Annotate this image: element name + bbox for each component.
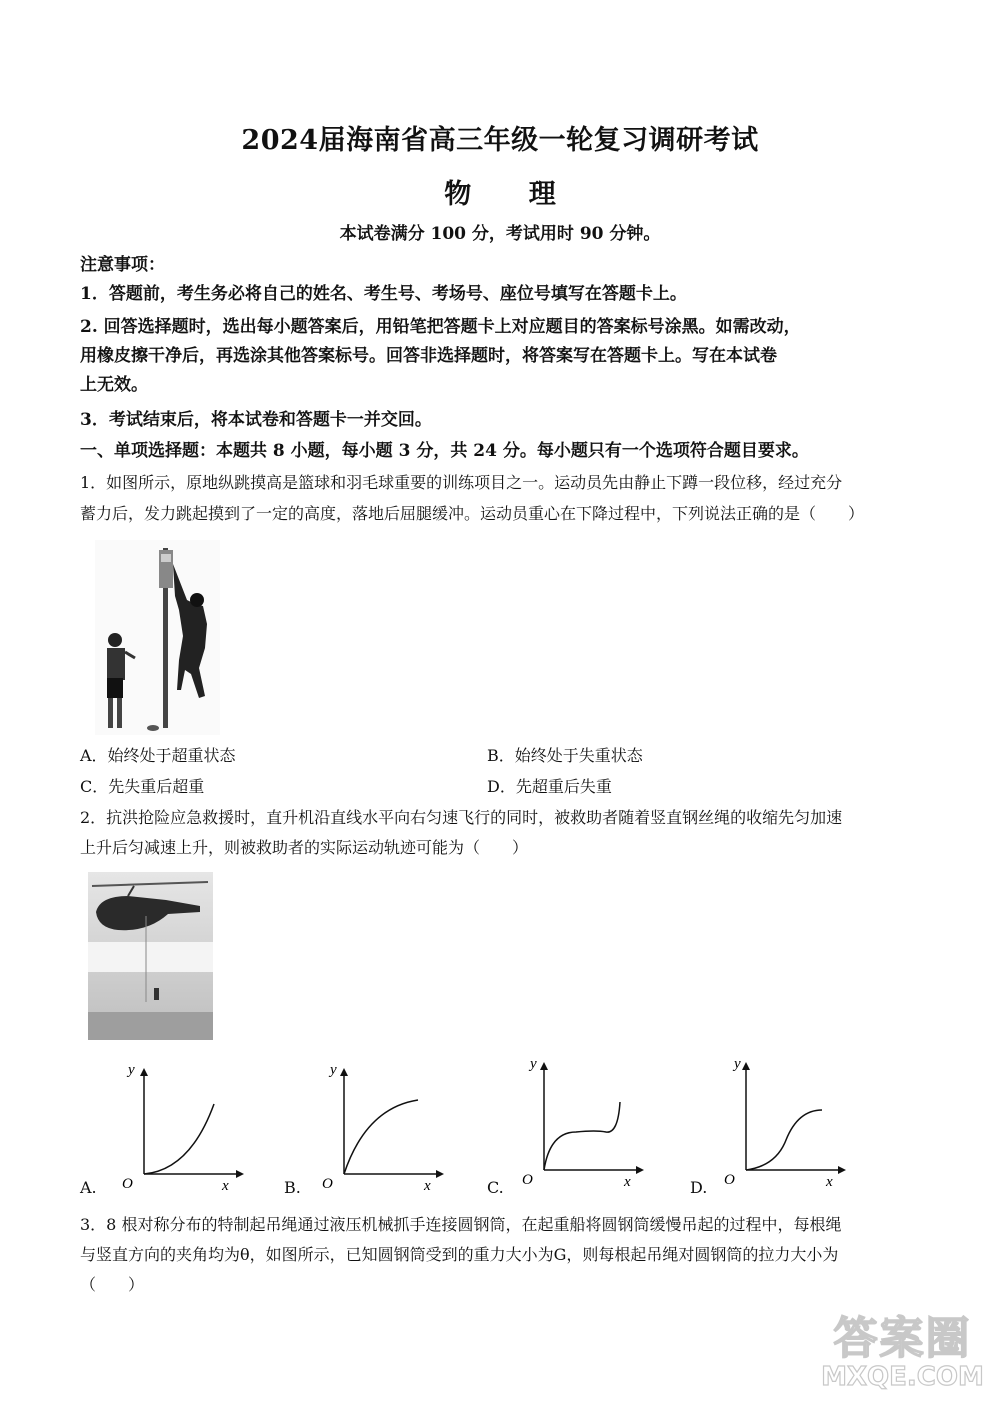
note-item-2-line-1: 2. 回答选择题时，选出每小题答案后，用铅笔把答题卡上对应题目的答案标号涂黑。如需改动， bbox=[80, 317, 801, 337]
watermark-url: MXQE.COM bbox=[821, 1362, 984, 1392]
graph-c-origin: O bbox=[522, 1172, 533, 1187]
graph-b-y-label: y bbox=[330, 1062, 337, 1078]
q1-jump-photo bbox=[95, 540, 220, 735]
section-1-heading: 一、单项选择题：本题共 8 小题，每小题 3 分，共 24 分。每小题只有一个选项符合题目要求。 bbox=[80, 441, 809, 461]
watermark-logo: 答案圈 bbox=[833, 1313, 972, 1364]
graph-b bbox=[310, 1058, 450, 1193]
graph-c-x-label: x bbox=[624, 1174, 631, 1187]
exam-info: 本试卷满分 100 分，考试用时 90 分钟。 bbox=[339, 224, 661, 244]
graph-b-x-label: x bbox=[424, 1178, 431, 1193]
q2-line-2: 上升后匀减速上升，则被救助者的实际运动轨迹可能为（ ） bbox=[80, 838, 529, 857]
q3-line-3: （ ） bbox=[80, 1275, 145, 1294]
exam-title: 2024届海南省高三年级一轮复习调研考试 bbox=[241, 125, 759, 156]
q3-line-1: 3．8 根对称分布的特制起吊绳通过液压机械抓手连接圆钢筒，在起重船将圆钢筒缓慢吊起的过程中，每根绳 bbox=[80, 1215, 842, 1234]
graph-b-label: B. bbox=[284, 1178, 301, 1197]
graph-c-curve bbox=[544, 1102, 620, 1170]
graph-c-label: C. bbox=[487, 1178, 504, 1197]
notes-heading: 注意事项： bbox=[80, 255, 165, 275]
q1-line-1: 1．如图所示，原地纵跳摸高是篮球和羽毛球重要的训练项目之一。运动员先由静止下蹲一段位移，经过充分 bbox=[80, 473, 843, 492]
graph-a-y-label: y bbox=[128, 1062, 135, 1078]
note-item-2-line-2: 用橡皮擦干净后，再选涂其他答案标号。回答非选择题时，将答案写在答题卡上。写在本试卷 bbox=[80, 346, 777, 366]
note-item-1: 1．答题前，考生务必将自己的姓名、考生号、考场号、座位号填写在答题卡上。 bbox=[80, 284, 687, 304]
q1-option-b: B．始终处于失重状态 bbox=[487, 746, 643, 765]
graph-a-x-label: x bbox=[222, 1178, 229, 1193]
note-item-3: 3．考试结束后，将本试卷和答题卡一并交回。 bbox=[80, 410, 432, 430]
graph-a bbox=[110, 1058, 250, 1193]
graph-d-origin: O bbox=[724, 1172, 735, 1187]
graph-a-curve bbox=[144, 1104, 214, 1174]
graph-d-label: D. bbox=[690, 1178, 708, 1197]
graph-d-y-label: y bbox=[734, 1056, 741, 1072]
exam-subject: 物 理 bbox=[444, 179, 580, 210]
graph-b-curve bbox=[344, 1100, 418, 1174]
graph-d-curve bbox=[746, 1110, 822, 1170]
graph-a-origin: O bbox=[122, 1176, 133, 1192]
q2-line-1: 2．抗洪抢险应急救援时，直升机沿直线水平向右匀速飞行的同时，被救助者随着竖直钢丝绳的收缩先匀加速 bbox=[80, 808, 843, 827]
q1-option-d: D．先超重后失重 bbox=[487, 777, 612, 796]
graph-a-label: A. bbox=[80, 1178, 97, 1197]
graph-d-x-label: x bbox=[826, 1174, 833, 1187]
note-item-2-line-3: 上无效。 bbox=[80, 375, 148, 395]
graph-c bbox=[510, 1052, 650, 1187]
graph-b-origin: O bbox=[322, 1176, 333, 1192]
q1-line-2: 蓄力后，发力跳起摸到了一定的高度，落地后屈腿缓冲。运动员重心在下降过程中，下列说法正确的是（ ） bbox=[80, 504, 865, 523]
q1-option-a: A．始终处于超重状态 bbox=[80, 746, 236, 765]
graph-c-y-label: y bbox=[530, 1056, 537, 1072]
q1-option-c: C．先失重后超重 bbox=[80, 777, 205, 796]
q3-line-2: 与竖直方向的夹角均为θ，如图所示，已知圆钢筒受到的重力大小为G，则每根起吊绳对圆钢筒的拉力大小为 bbox=[80, 1245, 839, 1264]
graph-d bbox=[712, 1052, 852, 1187]
q2-helicopter-photo bbox=[88, 872, 213, 1040]
